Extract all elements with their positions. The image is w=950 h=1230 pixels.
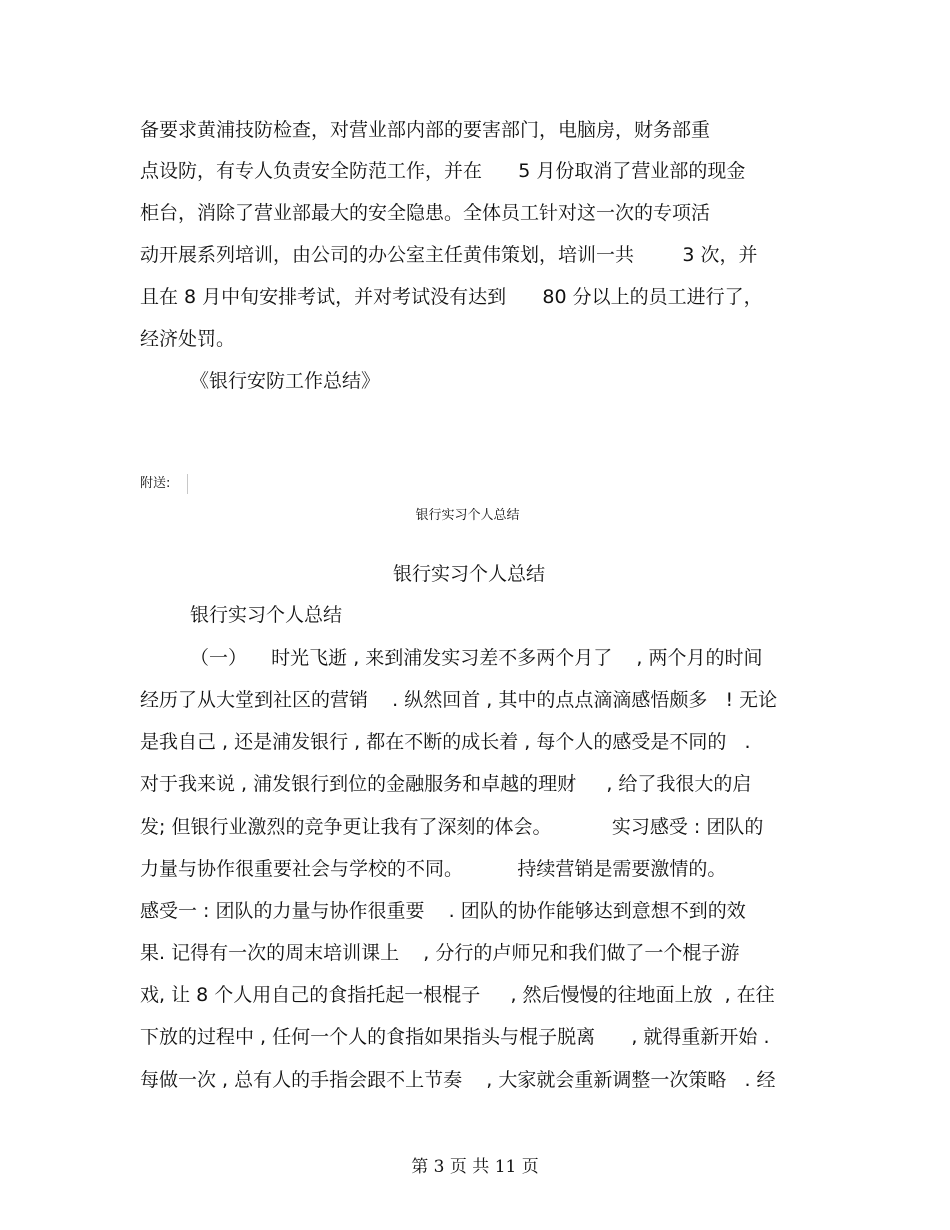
paragraph-line: 动开展系列培训，由公司的办公室主任黄伟策划，培训一共 3 次，并 bbox=[140, 244, 758, 266]
paragraph-line: 每做一次 , 总有人的手指会跟不上节奏 , 大家就会重新调整一次策略 . 经 bbox=[140, 1069, 776, 1091]
paragraph-line: 经济处罚。 bbox=[140, 328, 236, 350]
paragraph-line: 且在 8 月中旬安排考试，并对考试没有达到 80 分以上的员工进行了， bbox=[140, 286, 763, 308]
paragraph-line: 柜台，消除了营业部最大的安全隐患。全体员工针对这一次的专项活 bbox=[140, 202, 711, 224]
paragraph-line: 感受一 : 团队的力量与协作很重要 . 团队的协作能够达到意想不到的效 bbox=[140, 900, 746, 922]
sub-heading: 银行实习个人总结 bbox=[190, 604, 343, 626]
book-title: 《银行安防工作总结》 bbox=[190, 370, 381, 392]
small-heading: 银行实习个人总结 bbox=[415, 508, 520, 523]
page-number-footer: 第 3 页 共 11 页 bbox=[411, 1157, 539, 1177]
paragraph-line: 戏, 让 8 个人用自己的食指托起一根棍子 , 然后慢慢的往地面上放 , 在往 bbox=[140, 984, 775, 1006]
main-heading: 银行实习个人总结 bbox=[392, 563, 545, 585]
paragraph-line: 备要求黄浦技防检查，对营业部内部的要害部门，电脑房，财务部重 bbox=[140, 119, 711, 141]
attachment-label: 附送: bbox=[140, 476, 171, 491]
paragraph-line: 下放的过程中 , 任何一个人的食指如果指头与棍子脱离 , 就得重新开始 . bbox=[140, 1026, 770, 1048]
paragraph-line: 是我自己 , 还是浦发银行 , 都在不断的成长着 , 每个人的感受是不同的 . bbox=[140, 731, 751, 753]
divider bbox=[187, 474, 188, 494]
paragraph-line: 对于我来说 , 浦发银行到位的金融服务和卓越的理财 , 给了我很大的启 bbox=[140, 773, 752, 795]
paragraph-line: 力量与协作很重要社会与学校的不同。 持续营销是需要激情的。 bbox=[140, 858, 727, 880]
paragraph-line: 点设防，有专人负责安全防范工作，并在 5 月份取消了营业部的现金 bbox=[140, 160, 746, 182]
paragraph-line: 果. 记得有一次的周末培训课上 , 分行的卢师兄和我们做了一个棍子游 bbox=[140, 942, 740, 964]
paragraph-line: （一） 时光飞逝 , 来到浦发实习差不多两个月了 , 两个月的时间 bbox=[190, 647, 763, 669]
paragraph-line: 发; 但银行业激烈的竞争更让我有了深刻的体会。 实习感受 : 团队的 bbox=[140, 816, 764, 838]
paragraph-line: 经历了从大堂到社区的营销 . 纵然回首 , 其中的点点滴滴感悟颇多 ! 无论 bbox=[140, 689, 778, 711]
